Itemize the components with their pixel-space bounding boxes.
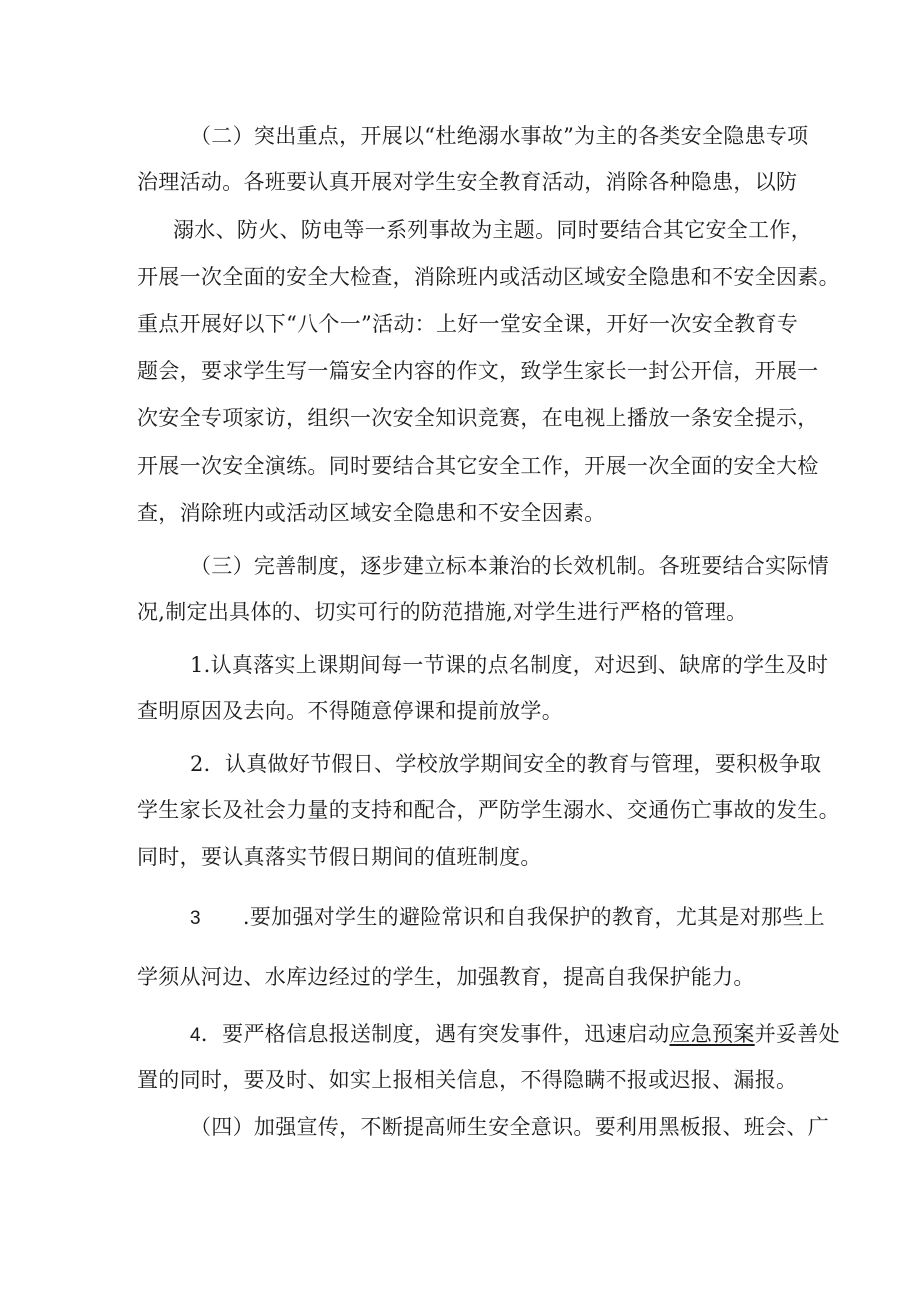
paragraph-2-line-1: （二）突出重点，开展以“杜绝溺水事故”为主的各类安全隐患专项 bbox=[190, 124, 809, 148]
emergency-plan-link[interactable]: 应急预案 bbox=[669, 1022, 755, 1046]
paragraph-2-line-2: 治理活动。各班要认真开展对学生安全教育活动，消除各种隐患，以防 bbox=[137, 170, 798, 194]
item-3-line-1 bbox=[190, 902, 825, 934]
item-4-number: 4 bbox=[190, 1025, 201, 1046]
paragraph-2-line-6: 题会，要求学生写一篇安全内容的作文，致学生家长一封公开信，开展一 bbox=[137, 359, 819, 383]
item-2-line-2: 学生家长及社会力量的支持和配合，严防学生溺水、交通伤亡事故的发生。 bbox=[137, 798, 840, 822]
item-4-suffix: 并妥善处 bbox=[754, 1022, 840, 1046]
item-3-text: .要加强对学生的避险常识和自我保护的教育，尤其是对那些上 bbox=[242, 905, 825, 929]
paragraph-2-line-4: 开展一次全面的安全大检查，消除班内或活动区域安全隐患和不安全因素。 bbox=[137, 265, 840, 289]
item-4-prefix: ．要严格信息报送制度，遇有突发事件，迅速启动 bbox=[200, 1022, 670, 1046]
paragraph-2-line-7: 次安全专项家访，组织一次安全知识竞赛，在电视上播放一条安全提示， bbox=[137, 406, 819, 430]
paragraph-2-line-8: 开展一次安全演练。同时要结合其它安全工作，开展一次全面的安全大检 bbox=[137, 454, 819, 478]
paragraph-2-line-9: 查，消除班内或活动区域安全隐患和不安全因素。 bbox=[137, 501, 606, 525]
paragraph-3-line-1: （三）完善制度，逐步建立标本兼治的长效机制。各班要结合实际情 bbox=[190, 554, 829, 578]
item-4-line-1 bbox=[190, 1019, 840, 1051]
paragraph-4-line-1: （四）加强宣传，不断提高师生安全意识。要利用黑板报、班会、广 bbox=[190, 1115, 829, 1139]
item-3-number: 3 bbox=[190, 908, 201, 929]
item-1-line-2: 查明原因及去向。不得随意停课和提前放学。 bbox=[137, 699, 563, 723]
paragraph-3-line-2: 况,制定出具体的、切实可行的防范措施,对学生进行严格的管理。 bbox=[137, 600, 748, 624]
paragraph-2-line-3: 溺水、防火、防电等一系列事故为主题。同时要结合其它安全工作， bbox=[173, 218, 812, 242]
item-2-line-3: 同时，要认真落实节假日期间的值班制度。 bbox=[137, 845, 542, 869]
item-4-line-2: 置的同时，要及时、如实上报相关信息，不得隐瞒不报或迟报、漏报。 bbox=[137, 1068, 798, 1092]
item-3-line-2: 学须从河边、水库边经过的学生，加强教育，提高自我保护能力。 bbox=[137, 965, 755, 989]
item-1-line-1: 1.认真落实上课期间每一节课的点名制度，对迟到、缺席的学生及时 bbox=[190, 653, 829, 677]
item-2-line-1: 2．认真做好节假日、学校放学期间安全的教育与管理，要积极争取 bbox=[190, 752, 822, 776]
paragraph-2-line-5: 重点开展好以下“八个一”活动：上好一堂安全课，开好一次安全教育专 bbox=[137, 312, 799, 336]
